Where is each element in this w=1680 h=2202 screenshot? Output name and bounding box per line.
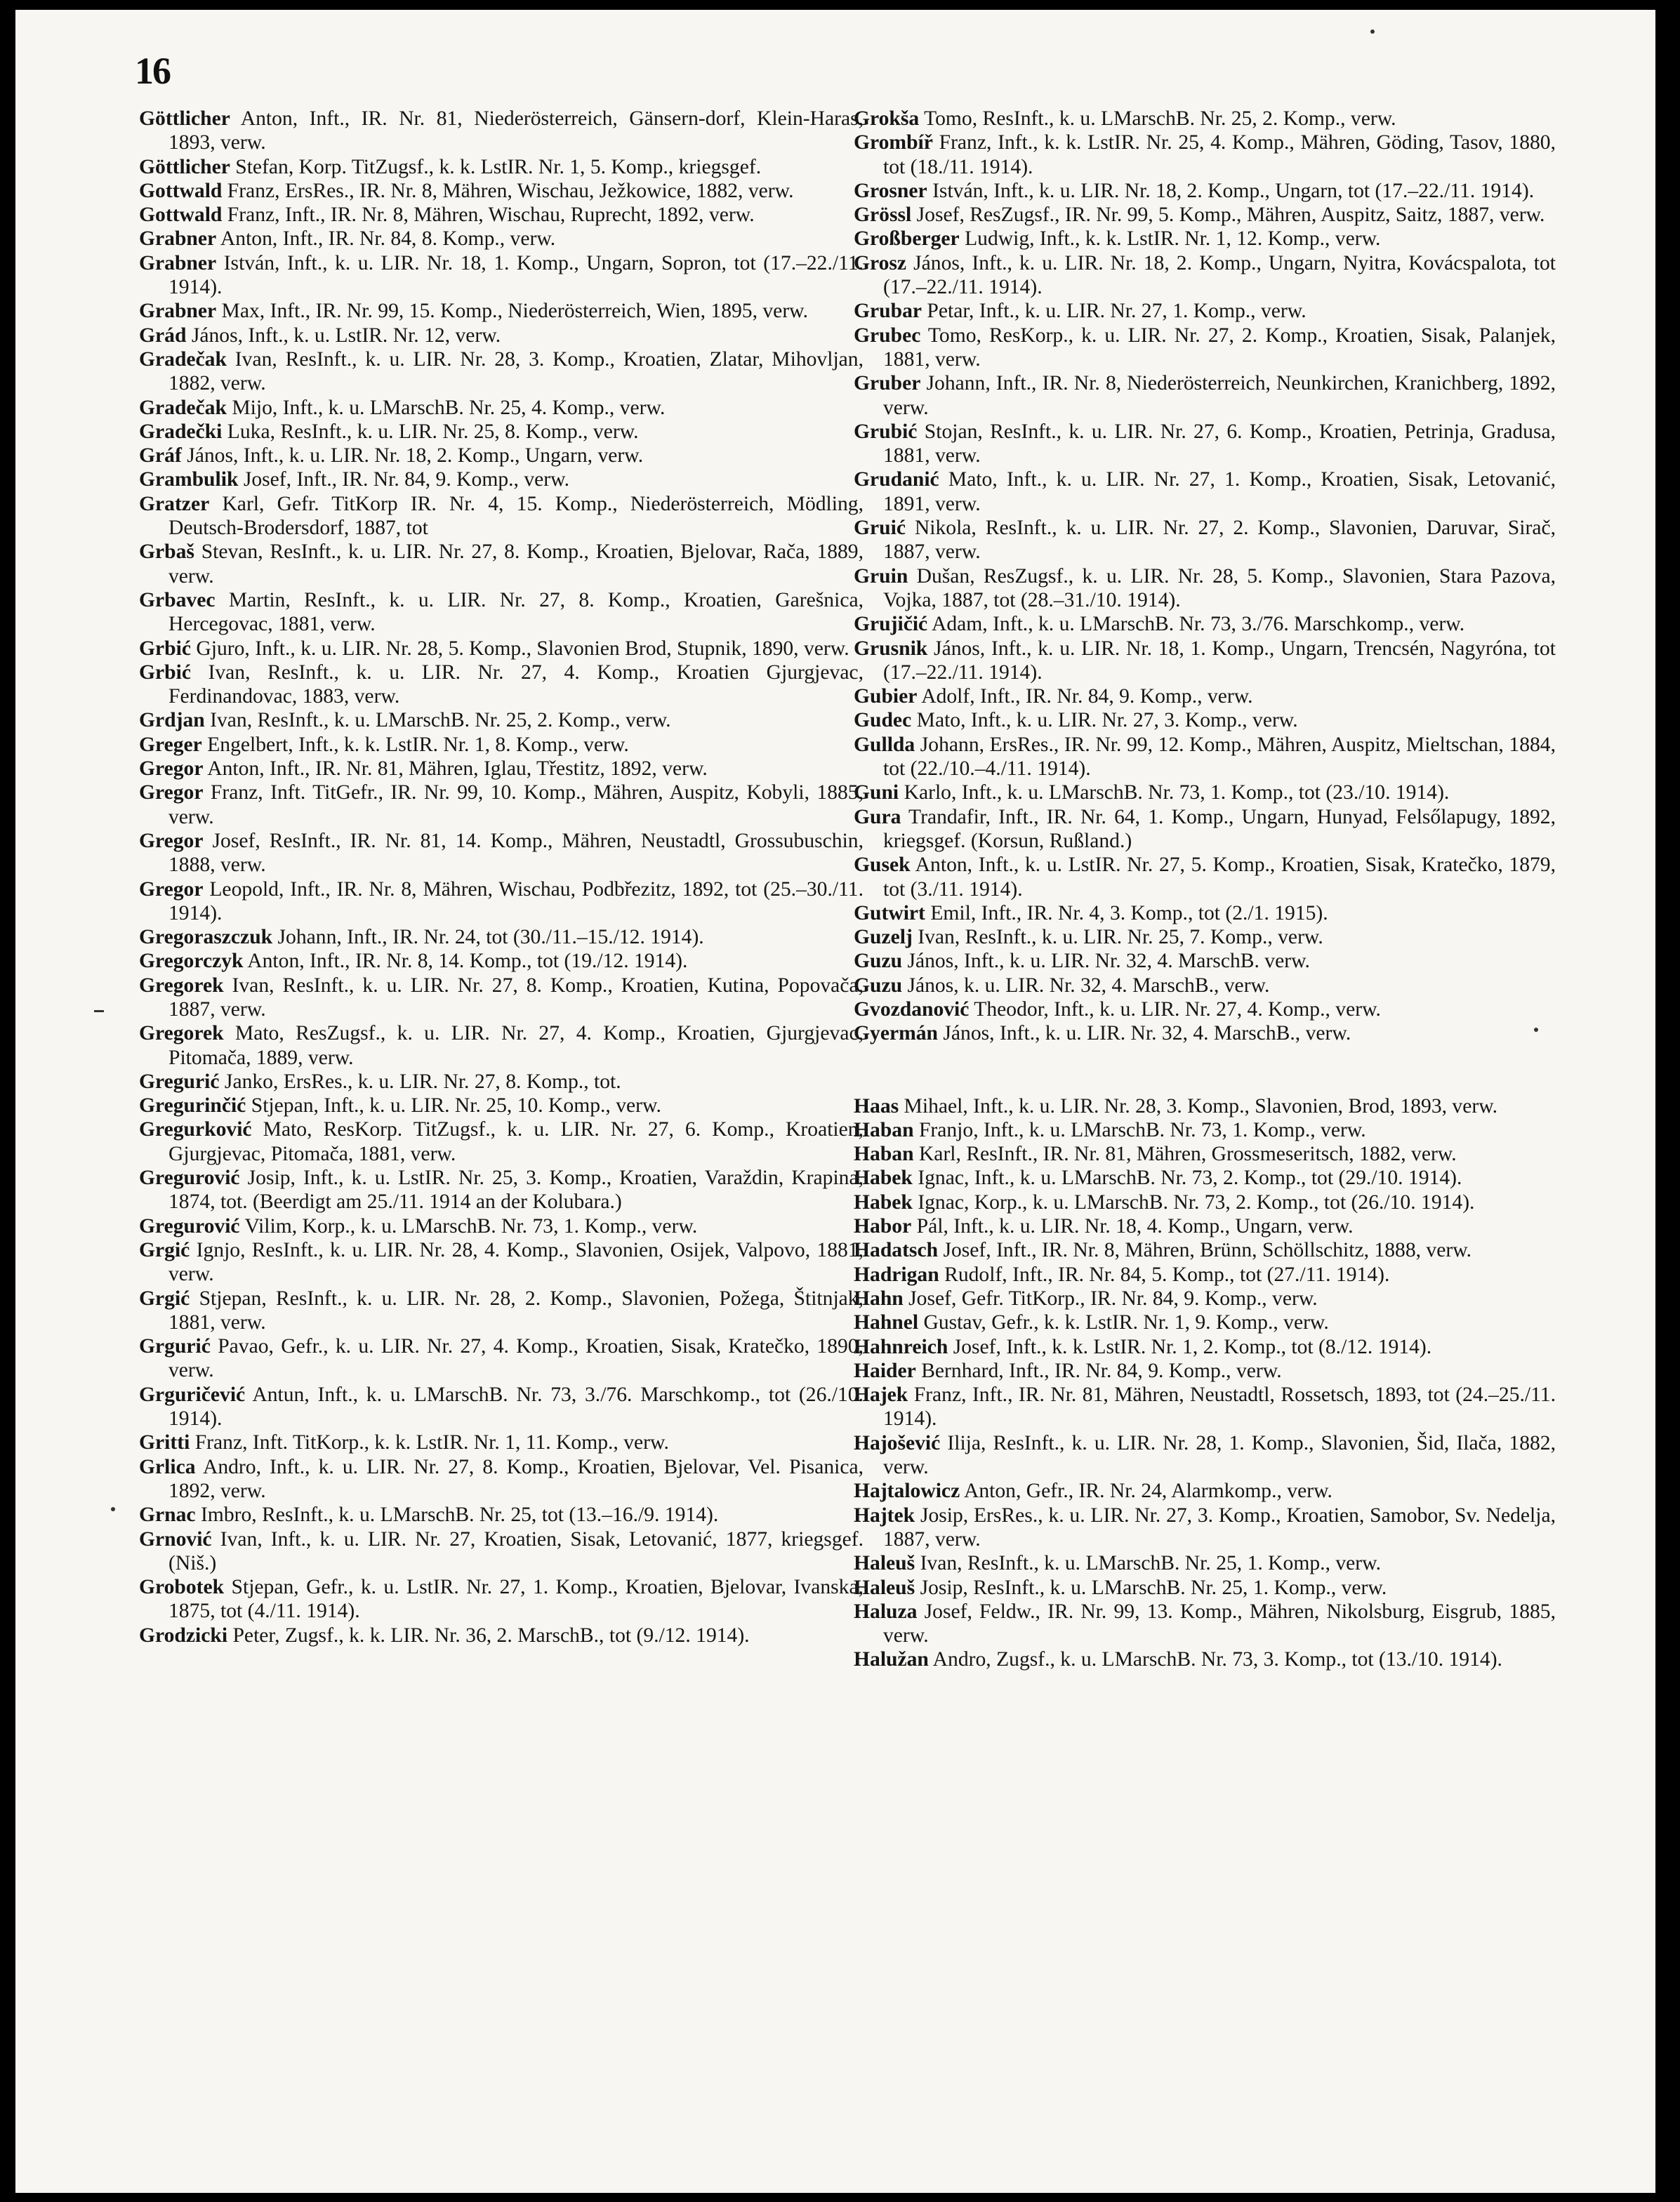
entry-details: Ivan, ResInft., k. u. LIR. Nr. 25, 7. Komp., verw.: [918, 926, 1323, 949]
entry-details: Nikola, ResInft., k. u. LIR. Nr. 27, 2. Komp., Slavonien, Daruvar, Sirač, 1887, verw.: [883, 517, 1556, 564]
entry-details: Gjuro, Inft., k. u. LIR. Nr. 28, 5. Komp., Slavonien Brod, Stupnik, 1890, verw.: [196, 637, 849, 660]
entry-surname: Gottwald: [139, 179, 223, 202]
register-entry: [139, 396, 864, 420]
entry-surname: Hahnel: [854, 1311, 919, 1334]
register-entry: [854, 781, 1556, 804]
entry-surname: Greger: [139, 733, 202, 756]
register-entry: [854, 925, 1556, 949]
entry-surname: Grabner: [139, 227, 217, 251]
entry-surname: Grgić: [139, 1238, 190, 1261]
entry-details: János, Inft., k. u. LIR. Nr. 32, 4. MarschB. verw.: [907, 950, 1310, 973]
entry-surname: Gubier: [854, 685, 918, 708]
entry-details: Franz, Inft. TitGefr., IR. Nr. 99, 10. Komp., Mähren, Auspitz, Kobyli, 1885, verw.: [168, 781, 864, 828]
register-entry: [139, 974, 864, 1022]
entry-details: Franz, Inft., IR. Nr. 8, Mähren, Wischau, Ruprecht, 1892, verw.: [227, 204, 755, 227]
register-entry: [139, 1166, 864, 1214]
entry-surname: Gregoraszczuk: [139, 926, 273, 949]
entry-details: Luka, ResInft., k. u. LIR. Nr. 25, 8. Komp., verw.: [227, 420, 639, 443]
entry-surname: Haban: [854, 1143, 914, 1166]
entry-details: Andro, Inft., k. u. LIR. Nr. 27, 8. Komp., Kroatien, Bjelovar, Vel. Pisanica, 1892, verw.: [168, 1455, 864, 1502]
entry-surname: Grusnik: [854, 637, 928, 660]
scan-border: [1670, 0, 1680, 2202]
register-entry: [139, 107, 864, 155]
register-entry: [139, 829, 864, 877]
entry-surname: Hajtek: [854, 1504, 915, 1527]
entry-details: Gustav, Gefr., k. k. LstIR. Nr. 1, 9. Komp., verw.: [923, 1311, 1329, 1334]
entry-surname: Grokša: [854, 107, 920, 130]
entry-details: Stjepan, Gefr., k. u. LstIR. Nr. 27, 1. Komp., Kroatien, Bjelovar, Ivanska, 1875, tot (4./11. 1914).: [168, 1576, 864, 1623]
entry-surname: Hajek: [854, 1384, 908, 1407]
entry-surname: Gruber: [854, 372, 921, 395]
entry-details: Anton, Inft., IR. Nr. 8, 14. Komp., tot (19./12. 1914).: [247, 950, 688, 973]
entry-surname: Grbavec: [139, 588, 216, 611]
entry-details: Stjepan, Inft., k. u. LIR. Nr. 25, 10. Komp., verw.: [251, 1094, 661, 1117]
entry-details: Ilija, ResInft., k. u. LIR. Nr. 28, 1. Komp., Slavonien, Šid, Ilača, 1882, verw.: [883, 1431, 1556, 1479]
register-entry: [139, 299, 864, 323]
entry-surname: Grubić: [854, 420, 918, 443]
entry-surname: Grabner: [139, 300, 217, 323]
register-entry: [854, 805, 1556, 854]
entry-details: Bernhard, Inft., IR. Nr. 84, 9. Komp., verw.: [921, 1359, 1282, 1382]
register-entry: [139, 708, 864, 732]
entry-surname: Guzelj: [854, 926, 913, 949]
entry-details: Engelbert, Inft., k. k. LstIR. Nr. 1, 8. Komp., verw.: [207, 733, 629, 756]
register-entry: [854, 1504, 1556, 1552]
register-entry: [854, 1600, 1556, 1648]
entry-surname: Gyermán: [854, 1022, 938, 1045]
register-entry: [139, 324, 864, 347]
entry-details: János, k. u. LIR. Nr. 32, 4. MarschB., verw.: [907, 974, 1270, 997]
entry-details: Josip, ResInft., k. u. LMarschB. Nr. 25, 1. Komp., verw.: [920, 1576, 1387, 1599]
register-entry: [139, 1021, 864, 1070]
entry-surname: Gregor: [139, 877, 204, 901]
entry-details: Anton, Inft., IR. Nr. 84, 8. Komp., verw.: [220, 227, 556, 251]
entry-details: Josef, Inft., IR. Nr. 84, 9. Komp., verw.: [243, 468, 569, 491]
register-entry: [139, 925, 864, 949]
entry-surname: Gregorczyk: [139, 950, 244, 973]
entry-surname: Grobotek: [139, 1576, 225, 1599]
entry-details: Mato, Inft., k. u. LIR. Nr. 27, 3. Komp., verw.: [916, 709, 1298, 732]
entry-details: Johann, Inft., IR. Nr. 24, tot (30./11.–15./12. 1914).: [277, 926, 704, 949]
register-entry: [854, 949, 1556, 973]
entry-details: Johann, ErsRes., IR. Nr. 99, 12. Komp., Mähren, Auspitz, Mieltschan, 1884, tot (22./10.–4./11. 1914).: [883, 733, 1556, 781]
register-entry: [139, 661, 864, 709]
register-entry: [854, 324, 1556, 372]
register-entry: [854, 227, 1556, 251]
entry-details: János, Inft., k. u. LIR. Nr. 18, 2. Komp., Ungarn, verw.: [187, 444, 644, 467]
entry-surname: Grudanić: [854, 468, 939, 491]
register-entry: [854, 1335, 1556, 1359]
register-entry: [139, 877, 864, 926]
entry-surname: Hahn: [854, 1287, 904, 1310]
entry-surname: Gregorek: [139, 1022, 224, 1045]
register-entry: [854, 853, 1556, 901]
entry-details: Peter, Zugsf., k. k. LIR. Nr. 36, 2. MarschB., tot (9./12. 1914).: [232, 1624, 750, 1647]
entry-surname: Grubec: [854, 324, 921, 347]
entry-surname: Grosz: [854, 251, 907, 274]
entry-details: Stjepan, ResInft., k. u. LIR. Nr. 28, 2. Komp., Slavonien, Požega, Štitnjak, 1881, verw.: [168, 1287, 864, 1334]
entry-surname: Gradečak: [139, 347, 227, 371]
register-entry: [139, 1287, 864, 1335]
register-entry: [854, 203, 1556, 227]
entry-details: Josef, Inft., k. k. LstIR. Nr. 1, 2. Komp., tot (8./12. 1914).: [953, 1335, 1432, 1358]
register-entry: [139, 1214, 864, 1238]
register-entry: [139, 637, 864, 661]
entry-surname: Hadrigan: [854, 1263, 939, 1286]
entry-surname: Grbaš: [139, 540, 194, 564]
register-entry: [854, 1479, 1556, 1503]
entry-details: Mijo, Inft., k. u. LMarschB. Nr. 25, 4. Komp., verw.: [232, 396, 666, 419]
entry-surname: Gregor: [139, 781, 204, 804]
entry-surname: Großberger: [854, 227, 960, 251]
entry-details: Karl, ResInft., IR. Nr. 81, Mähren, Grossmeseritsch, 1882, verw.: [918, 1143, 1457, 1166]
register-entry: [854, 901, 1556, 925]
register-entry: [854, 179, 1556, 203]
entry-details: Ivan, ResInft., k. u. LIR. Nr. 28, 3. Komp., Kroatien, Zlatar, Mihovljan, 1882, verw.: [168, 347, 864, 395]
entry-surname: Guzu: [854, 974, 903, 997]
entry-details: Theodor, Inft., k. u. LIR. Nr. 27, 4. Komp., verw.: [974, 997, 1381, 1021]
margin-mark: [111, 1507, 115, 1511]
entry-details: Anton, Gefr., IR. Nr. 24, Alarmkomp., verw.: [963, 1480, 1332, 1503]
register-entry: [854, 974, 1556, 997]
entry-surname: Hajtalowicz: [854, 1480, 960, 1503]
entry-details: János, Inft., k. u. LIR. Nr. 18, 1. Komp., Ungarn, Trencsén, Nagyróna, tot (17.–22./11. 1914).: [883, 637, 1556, 684]
entry-surname: Gregurović: [139, 1167, 240, 1190]
register-entry: [139, 540, 864, 588]
entry-details: Josip, ErsRes., k. u. LIR. Nr. 27, 3. Komp., Kroatien, Samobor, Sv. Nedelja, 1887, verw.: [883, 1504, 1556, 1551]
register-entry: [139, 1624, 864, 1647]
entry-surname: Göttlicher: [139, 107, 230, 130]
entry-details: Emil, Inft., IR. Nr. 4, 3. Komp., tot (2./1. 1915).: [930, 901, 1328, 924]
entry-details: Mato, ResKorp. TitZugsf., k. u. LIR. Nr. 27, 6. Komp., Kroatien, Gjurgjevac, Pitomača, 1881, verw.: [168, 1118, 864, 1165]
entry-details: István, Inft., k. u. LIR. Nr. 18, 2. Komp., Ungarn, tot (17.–22./11. 1914).: [932, 179, 1535, 202]
entry-details: Tomo, ResKorp., k. u. LIR. Nr. 27, 2. Komp., Kroatien, Sisak, Palanjek, 1881, verw.: [883, 324, 1556, 371]
register-entry: [854, 467, 1556, 516]
register-entry: [854, 1214, 1556, 1238]
entry-details: Ivan, ResInft., k. u. LIR. Nr. 27, 8. Komp., Kroatien, Kutina, Popovača, 1887, verw.: [168, 974, 864, 1021]
entry-details: Pál, Inft., k. u. LIR. Nr. 18, 4. Komp., Ungarn, verw.: [916, 1215, 1354, 1238]
entry-surname: Grubar: [854, 300, 922, 323]
entry-surname: Gregurinčić: [139, 1094, 246, 1117]
entry-details: János, Inft., k. u. LIR. Nr. 18, 2. Komp., Ungarn, Nyitra, Kovácspalota, tot (17.–22./11. 1914).: [883, 251, 1556, 299]
entry-details: Franz, ErsRes., IR. Nr. 8, Mähren, Wischau, Ježkowice, 1882, verw.: [227, 179, 794, 202]
entry-details: Franz, Inft., IR. Nr. 81, Mähren, Neustadtl, Rossetsch, 1893, tot (24.–25./11. 1914).: [883, 1384, 1556, 1431]
register-entry: [854, 1287, 1556, 1311]
register-entry: [139, 757, 864, 781]
entry-surname: Haider: [854, 1359, 916, 1382]
entry-surname: Gradečak: [139, 396, 227, 419]
register-entry: [854, 107, 1556, 131]
entry-details: Ivan, ResInft., k. u. LMarschB. Nr. 25, 2. Komp., verw.: [210, 709, 671, 732]
register-entry: [854, 251, 1556, 300]
entry-surname: Grgić: [139, 1287, 190, 1310]
entry-surname: Gvozdanović: [854, 997, 970, 1021]
register-entry: [139, 1334, 864, 1383]
entry-surname: Grbić: [139, 661, 191, 684]
entry-details: Janko, ErsRes., k. u. LIR. Nr. 27, 8. Komp., tot.: [224, 1070, 621, 1093]
register-entry: [854, 1238, 1556, 1262]
register-entry: [139, 733, 864, 757]
entry-surname: Gullda: [854, 733, 915, 756]
margin-mark: [94, 1010, 104, 1012]
register-entry: [854, 371, 1556, 420]
entry-surname: Gradečki: [139, 420, 223, 443]
entry-details: Adolf, Inft., IR. Nr. 84, 9. Komp., verw.: [921, 685, 1253, 708]
entry-details: Anton, Inft., IR. Nr. 81, Niederösterreich, Gänsern-dorf, Klein-Haras, 1893, verw.: [168, 107, 864, 154]
register-entry: [139, 155, 864, 179]
register-entry: [139, 1503, 864, 1527]
entry-details: Vilim, Korp., k. u. LMarschB. Nr. 73, 1. Komp., verw.: [244, 1214, 698, 1238]
entry-surname: Grád: [139, 324, 187, 347]
entry-surname: Grujičić: [854, 613, 928, 636]
register-entry: [854, 1263, 1556, 1287]
book-page: [15, 10, 1655, 2193]
register-entry: [139, 179, 864, 203]
entry-details: Anton, Inft., IR. Nr. 81, Mähren, Iglau, Třestitz, 1892, verw.: [207, 757, 708, 781]
entry-details: Mihael, Inft., k. u. LIR. Nr. 28, 3. Komp., Slavonien, Brod, 1893, verw.: [904, 1094, 1498, 1117]
entry-surname: Gráf: [139, 444, 182, 467]
entry-details: Ivan, ResInft., k. u. LIR. Nr. 27, 4. Komp., Kroatien Gjurgjevac, Ferdinandovac, 1883, verw.: [168, 661, 864, 708]
entry-surname: Gruić: [854, 517, 906, 540]
entry-details: Antun, Inft., k. u. LMarschB. Nr. 73, 3./76. Marschkomp., tot (26./10. 1914).: [168, 1383, 864, 1431]
entry-details: Trandafir, Inft., IR. Nr. 64, 1. Komp., Ungarn, Hunyad, Felsőlapugy, 1892, kriegsgef. (Korsun, Rußland.): [883, 805, 1556, 852]
entry-surname: Habor: [854, 1215, 912, 1238]
entry-surname: Grnović: [139, 1527, 212, 1551]
entry-details: Andro, Zugsf., k. u. LMarschB. Nr. 73, 3. Komp., tot (13./10. 1914).: [932, 1648, 1502, 1671]
register-entry: [854, 420, 1556, 468]
entry-surname: Grombíř: [854, 131, 933, 154]
entry-details: Tomo, ResInft., k. u. LMarschB. Nr. 25, 2. Komp., verw.: [924, 107, 1396, 130]
entry-surname: Haban: [854, 1118, 914, 1141]
entry-surname: Gottwald: [139, 204, 223, 227]
entry-details: István, Inft., k. u. LIR. Nr. 18, 1. Komp., Ungarn, Sopron, tot (17.–22./11. 1914).: [168, 251, 864, 299]
entry-details: Franz, Inft., k. k. LstIR. Nr. 25, 4. Komp., Mähren, Göding, Tasov, 1880, tot (18./11. 1914).: [883, 131, 1556, 178]
entry-surname: Gutwirt: [854, 901, 925, 924]
entry-surname: Gratzer: [139, 492, 210, 515]
speck-mark: [1370, 29, 1375, 34]
right-column: [854, 107, 1556, 1672]
register-entry: [139, 251, 864, 300]
register-entry: [854, 612, 1556, 636]
entry-surname: Grdjan: [139, 709, 205, 732]
entry-surname: Haas: [854, 1094, 899, 1117]
register-entry: [139, 588, 864, 637]
register-entry: [854, 564, 1556, 613]
register-entry: [854, 516, 1556, 564]
register-entry: [139, 1455, 864, 1504]
entry-details: Stevan, ResInft., k. u. LIR. Nr. 27, 8. Komp., Kroatien, Bjelovar, Rača, 1889, verw.: [168, 540, 864, 588]
register-entry: [139, 1094, 864, 1117]
entry-details: Mato, ResZugsf., k. u. LIR. Nr. 27, 4. Komp., Kroatien, Gjurgjevac, Pitomača, 1889, verw.: [168, 1022, 864, 1069]
entry-surname: Grabner: [139, 251, 217, 274]
register-entry: [139, 1527, 864, 1576]
entry-surname: Hajošević: [854, 1431, 941, 1454]
register-entry: [139, 1431, 864, 1454]
entry-surname: Grnac: [139, 1504, 196, 1527]
register-entry: [854, 131, 1556, 179]
entry-surname: Gruin: [854, 564, 908, 588]
entry-surname: Guni: [854, 781, 899, 804]
entry-details: Karl, Gefr. TitKorp IR. Nr. 4, 15. Komp., Niederösterreich, Mödling, Deutsch-Brodersdorf, 1887, tot: [168, 492, 864, 540]
entry-details: Ivan, ResInft., k. u. LMarschB. Nr. 25, 1. Komp., verw.: [920, 1552, 1381, 1575]
register-entry: [854, 1021, 1556, 1045]
register-entry: [139, 420, 864, 444]
entry-details: János, Inft., k. u. LstIR. Nr. 12, verw.: [191, 324, 501, 347]
entry-details: Martin, ResInft., k. u. LIR. Nr. 27, 8. Komp., Kroatien, Garešnica, Hercegovac, 1881, verw.: [168, 588, 864, 636]
entry-surname: Halužan: [854, 1648, 929, 1671]
register-entry: [139, 949, 864, 973]
register-entry: [139, 347, 864, 396]
entry-surname: Gregorek: [139, 974, 224, 997]
entry-details: Josef, ResInft., IR. Nr. 81, 14. Komp., Mähren, Neustadtl, Grossubuschin, 1888, verw.: [168, 829, 864, 877]
register-entry: [139, 1117, 864, 1166]
entry-surname: Gregurić: [139, 1070, 220, 1093]
entry-details: Josef, Inft., IR. Nr. 8, Mähren, Brünn, Schöllschitz, 1888, verw.: [943, 1239, 1472, 1262]
entry-details: Ivan, Inft., k. u. LIR. Nr. 27, Kroatien, Sisak, Letovanić, 1877, kriegsgef. (Niš.): [168, 1527, 864, 1574]
entry-details: Ignjo, ResInft., k. u. LIR. Nr. 28, 4. Komp., Slavonien, Osijek, Valpovo, 1881, verw.: [168, 1238, 864, 1286]
entry-surname: Grambulik: [139, 468, 239, 491]
entry-surname: Gregurković: [139, 1118, 252, 1141]
entry-details: Ignac, Inft., k. u. LMarschB. Nr. 73, 2. Komp., tot (29./10. 1914).: [918, 1167, 1462, 1190]
register-entry: [854, 1431, 1556, 1480]
register-entry: [854, 1311, 1556, 1334]
register-entry: [854, 1383, 1556, 1431]
entry-details: Josef, Gefr. TitKorp., IR. Nr. 84, 9. Komp., verw.: [908, 1287, 1318, 1310]
entry-surname: Gregor: [139, 829, 204, 852]
entry-details: Mato, Inft., k. u. LIR. Nr. 27, 1. Komp., Kroatien, Sisak, Letovanić, 1891, verw.: [883, 468, 1556, 515]
entry-details: Rudolf, Inft., IR. Nr. 84, 5. Komp., tot (27./11. 1914).: [944, 1263, 1390, 1286]
entry-details: Dušan, ResZugsf., k. u. LIR. Nr. 28, 5. Komp., Slavonien, Stara Pazova, Vojka, 1887, tot (28.–31./10. 1914).: [883, 564, 1556, 611]
entry-details: Johann, Inft., IR. Nr. 8, Niederösterreich, Neunkirchen, Kranichberg, 1892, verw.: [883, 372, 1556, 419]
register-entry: [854, 1118, 1556, 1142]
register-entry: [854, 299, 1556, 323]
entry-details: Stojan, ResInft., k. u. LIR. Nr. 27, 6. Komp., Kroatien, Petrinja, Gradusa, 1881, verw.: [883, 420, 1556, 467]
page-number: 16: [135, 50, 170, 92]
left-column: [139, 107, 864, 1647]
entry-surname: Habek: [854, 1190, 913, 1214]
entry-details: Max, Inft., IR. Nr. 99, 15. Komp., Niederösterreich, Wien, 1895, verw.: [221, 300, 809, 323]
entry-details: Ignac, Korp., k. u. LMarschB. Nr. 73, 2. Komp., tot (26./10. 1914).: [918, 1190, 1475, 1214]
register-entry: [854, 1647, 1556, 1671]
entry-surname: Grössl: [854, 204, 912, 227]
register-entry: [854, 1166, 1556, 1190]
register-entry: [854, 1190, 1556, 1214]
entry-details: Josef, ResZugsf., IR. Nr. 99, 5. Komp., Mähren, Auspitz, Saitz, 1887, verw.: [916, 204, 1545, 227]
entry-surname: Grosner: [854, 179, 927, 202]
section-gap: [854, 1046, 1556, 1094]
register-entry: [139, 1238, 864, 1287]
entry-details: Pavao, Gefr., k. u. LIR. Nr. 27, 4. Komp., Kroatien, Sisak, Kratečko, 1890, verw.: [168, 1335, 864, 1382]
entry-details: Stefan, Korp. TitZugsf., k. k. LstIR. Nr. 1, 5. Komp., kriegsgef.: [235, 155, 762, 178]
register-entry: [139, 227, 864, 251]
entry-surname: Gregurović: [139, 1214, 240, 1238]
register-entry: [139, 781, 864, 829]
entry-details: Imbro, ResInft., k. u. LMarschB. Nr. 25, tot (13.–16./9. 1914).: [200, 1504, 719, 1527]
entry-surname: Gritti: [139, 1431, 190, 1454]
entry-surname: Gura: [854, 805, 901, 828]
entry-details: János, Inft., k. u. LIR. Nr. 32, 4. MarschB., verw.: [943, 1022, 1351, 1045]
entry-details: Karlo, Inft., k. u. LMarschB. Nr. 73, 1. Komp., tot (23./10. 1914).: [904, 781, 1450, 804]
entry-surname: Habek: [854, 1167, 913, 1190]
entry-details: Petar, Inft., k. u. LIR. Nr. 27, 1. Komp., verw.: [927, 300, 1307, 323]
register-entry: [854, 684, 1556, 708]
register-entry: [139, 1575, 864, 1624]
entry-surname: Hahnreich: [854, 1335, 948, 1358]
entry-surname: Grlica: [139, 1455, 196, 1478]
register-entry: [854, 1359, 1556, 1383]
register-entry: [854, 733, 1556, 781]
register-entry: [854, 708, 1556, 732]
register-entry: [139, 1070, 864, 1094]
entry-details: Franz, Inft. TitKorp., k. k. LstIR. Nr. 1, 11. Komp., verw.: [194, 1431, 669, 1454]
register-entry: [139, 203, 864, 227]
entry-surname: Göttlicher: [139, 155, 230, 178]
entry-surname: Haleuš: [854, 1576, 915, 1599]
entry-details: Franjo, Inft., k. u. LMarschB. Nr. 73, 1. Komp., verw.: [918, 1118, 1366, 1141]
entry-surname: Haluza: [854, 1600, 918, 1623]
register-entry: [139, 492, 864, 540]
entry-surname: Gudec: [854, 709, 912, 732]
entry-surname: Hadatsch: [854, 1239, 939, 1262]
entry-surname: Grguričević: [139, 1383, 246, 1406]
register-entry: [854, 1142, 1556, 1166]
entry-surname: Grbić: [139, 637, 191, 660]
entry-surname: Grgurić: [139, 1335, 211, 1358]
entry-surname: Guzu: [854, 950, 903, 973]
register-entry: [854, 1551, 1556, 1575]
entry-surname: Haleuš: [854, 1552, 915, 1575]
entry-details: Ludwig, Inft., k. k. LstIR. Nr. 1, 12. Komp., verw.: [965, 227, 1381, 251]
register-entry: [139, 444, 864, 467]
entry-surname: Grodzicki: [139, 1624, 228, 1647]
entry-surname: Gusek: [854, 854, 911, 877]
entry-surname: Gregor: [139, 757, 204, 781]
entry-details: Adam, Inft., k. u. LMarschB. Nr. 73, 3./76. Marschkomp., verw.: [931, 613, 1465, 636]
register-entry: [854, 1576, 1556, 1600]
entry-details: Leopold, Inft., IR. Nr. 8, Mähren, Wischau, Podbřezitz, 1892, tot (25.–30./11. 1914).: [168, 877, 864, 924]
register-entry: [139, 1383, 864, 1431]
register-entry: [854, 637, 1556, 685]
entry-details: Josef, Feldw., IR. Nr. 99, 13. Komp., Mähren, Nikolsburg, Eisgrub, 1885, verw.: [883, 1600, 1556, 1647]
entry-details: Josip, Inft., k. u. LstIR. Nr. 25, 3. Komp., Kroatien, Varaždin, Krapina, 1874, tot. (Beerdigt am 25./11. 1914 an der Kolubara.): [168, 1167, 864, 1214]
margin-mark: [1534, 1028, 1538, 1032]
register-entry: [854, 997, 1556, 1021]
register-entry: [139, 467, 864, 491]
register-entry: [854, 1094, 1556, 1118]
entry-details: Anton, Inft., k. u. LstIR. Nr. 27, 5. Komp., Kroatien, Sisak, Kratečko, 1879, tot (3./11. 1914).: [883, 854, 1556, 901]
